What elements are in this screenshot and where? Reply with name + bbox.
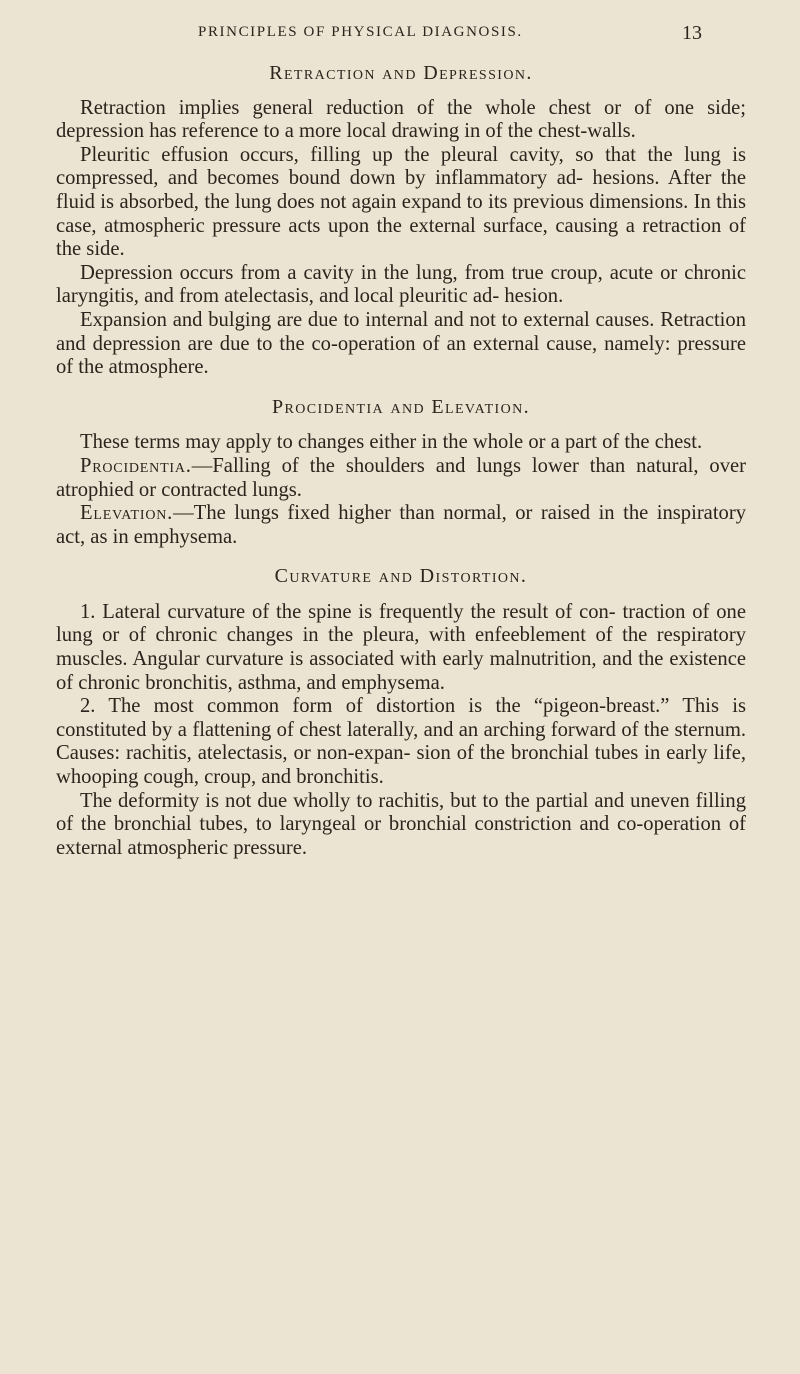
paragraph: Retraction implies general reduction of the whole chest or of one side; depression has reference to a more local drawing in of the chest-walls. [56, 96, 746, 143]
running-title: PRINCIPLES OF PHYSICAL DIAGNOSIS. [198, 24, 523, 40]
paragraph: Expansion and bulging are due to internal and not to external causes. Retraction and depression are due to the co-operation of an external cause, namely: pressure of the atmosphere. [56, 308, 746, 379]
term-definition: —The lungs fixed higher than normal, or raised in the inspiratory act, as in emphysema. [56, 502, 746, 548]
term-entry [56, 502, 746, 549]
page-number: 13 [682, 22, 702, 44]
body-text [56, 62, 746, 860]
term-procidentia: Procidentia. [80, 454, 192, 477]
paragraph: Depression occurs from a cavity in the lung, from true croup, acute or chronic laryngitis, and from atelectasis, and local pleuritic ad- hesion. [56, 261, 746, 308]
term-definition: —Falling of the shoulders and lungs lower than natural, over atrophied or contracted lungs. [56, 454, 746, 501]
running-head [0, 22, 800, 52]
section-heading-procidentia: Procidentia and Elevation. [271, 395, 531, 418]
paragraph: Pleuritic effusion occurs, filling up the pleural cavity, so that the lung is compressed, and becomes bound down by inflammatory ad- hesions. After the fluid is absorbed, the lung does not again expand to its previous dimensions. In this case, atmospheric pressure acts upon the external surface, causing a retraction of the side. [56, 143, 746, 261]
paragraph: 1. Lateral curvature of the spine is frequently the result of con- traction of one lung or of chronic changes in the pleura, with enfeeblement of the respiratory muscles. Angular curvature is associated with early malnutrition, and the existence of chronic bronchitis, asthma, and emphysema. [56, 600, 746, 694]
section-heading-curvature: Curvature and Distortion. [274, 565, 528, 588]
paragraph: The deformity is not due wholly to rachitis, but to the partial and uneven filling of the bronchial tubes, to laryngeal or bronchial constriction and co-operation of external atmospheric pressure. [56, 789, 746, 859]
paragraph: 2. The most common form of distortion is the “pigeon-breast.” This is constituted by a flattening of chest laterally, and an arching forward of the sternum. Causes: rachitis, atelectasis, or non-expan- sion of the bronchial tubes in early life, whooping cough, croup, and bronchitis. [56, 695, 746, 789]
section-heading-retraction: Retraction and Depression. [269, 62, 533, 84]
paragraph: These terms may apply to changes either in the whole or a part of the chest. [80, 431, 703, 454]
term-entry [56, 455, 746, 502]
term-elevation: Elevation. [80, 502, 174, 525]
